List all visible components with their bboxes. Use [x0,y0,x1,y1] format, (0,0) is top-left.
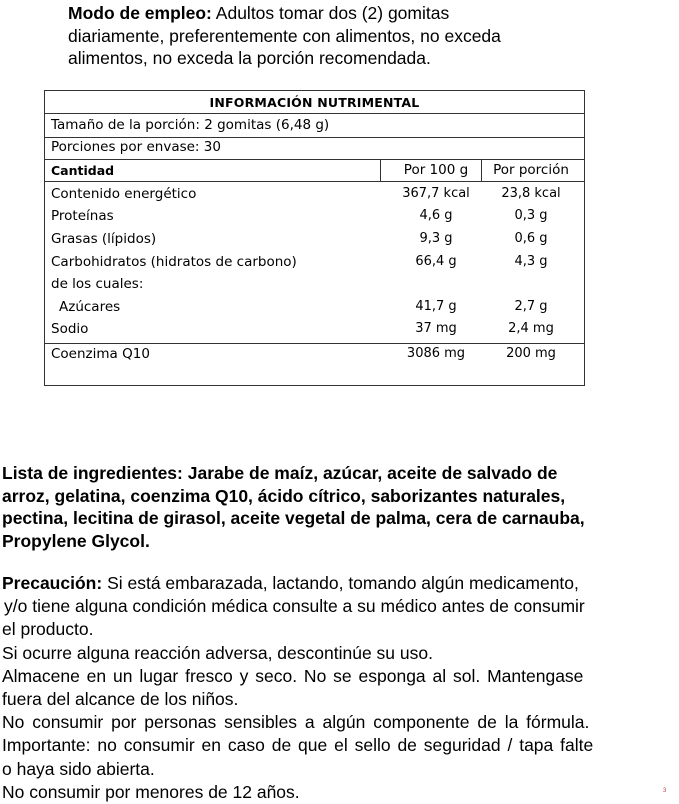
row-per-serving: 2,7 g [514,299,548,314]
row-label: Azúcares [59,299,121,315]
row-label: de los cuales: [51,276,144,292]
precaution-line-5: Almacene en un lugar fresco y seco. No se esponga al sol. Mantengase [2,665,584,686]
ingredients-line-4: Propylene Glycol. [2,530,150,551]
row-label: Grasas (lípidos) [51,231,157,247]
divider [45,159,584,160]
column-divider [380,159,381,181]
precaution-line-10: No consumir por menores de 12 años. [2,781,300,802]
precaution-line-4: Si ocurre alguna reacción adversa, descontinúe su uso. [2,642,433,663]
row-per-serving: 4,3 g [514,254,548,269]
row-per-serving: 0,3 g [514,208,548,223]
precaution-line-2: y/o tiene alguna condición médica consulte a su médico antes de consumir [4,596,585,617]
row-per-100g: 37 mg [415,321,457,336]
column-divider [481,159,482,181]
precaution-line-8: Importante: no consumir en caso de que el sello de seguridad / tapa falte [2,735,594,756]
row-per-100g: 66,4 g [415,254,457,269]
header-quantity: Cantidad [51,163,115,178]
ingredients-line-2: arroz, gelatina, coenzima Q10, ácido cítrico, saborizantes naturales, [2,485,566,506]
nutrition-title: INFORMACIÓN NUTRIMENTAL [209,95,420,110]
precaution-line-7: No consumir por personas sensibles a algún componente de la fórmula. [2,712,590,733]
ingredients-list [2,462,674,552]
row-per-100g: 41,7 g [415,299,457,314]
row-per-100g: 3086 mg [406,346,466,361]
row-per-100g: 9,3 g [419,231,453,246]
precaution-line-6: fuera del alcance de los niños. [2,689,239,710]
usage-line-2: diariamente, preferentemente con alimentos, no exceda [68,25,501,46]
usage-instructions [68,2,668,70]
row-per-100g: 367,7 kcal [402,186,470,201]
row-label: Coenzima Q10 [51,346,150,362]
precaution-section [2,572,674,804]
corner-mark: 3 [663,788,667,794]
usage-label: Modo de empleo: [68,3,212,23]
servings-per-container: Porciones por envase: 30 [51,139,221,155]
row-label: Sodio [51,321,89,337]
usage-line-3: alimentos, no exceda la porción recomendada. [68,48,431,68]
row-label: Carbohidratos (hidratos de carbono) [51,254,297,270]
row-per-serving: 200 mg [506,346,556,361]
serving-size: Tamaño de la porción: 2 gomitas (6,48 g) [51,117,330,133]
divider [45,137,584,138]
precaution-line-1: Si está embarazada, lactando, tomando algún medicamento, [107,573,579,593]
ingredients-line-1: Lista de ingredientes: Jarabe de maíz, azúcar, aceite de salvado de [2,463,558,483]
divider [45,343,584,344]
precaution-line-9: o haya sido abierta. [2,758,155,779]
divider [45,113,584,114]
usage-line-1: Adultos tomar dos (2) gomitas [215,3,450,23]
nutrition-facts-panel [44,90,585,386]
header-per-serving: Por porción [493,162,569,178]
precaution-label: Precaución: [2,573,103,593]
precaution-line-3: el producto. [2,619,94,640]
divider [45,181,584,182]
row-per-serving: 2,4 mg [508,321,554,336]
ingredients-line-3: pectina, lecitina de girasol, aceite vegetal de palma, cera de carnauba, [2,508,585,528]
row-per-serving: 23,8 kcal [501,186,561,201]
row-per-100g: 4,6 g [419,208,453,223]
header-per-100g: Por 100 g [403,162,469,178]
row-label: Proteínas [51,208,114,224]
row-per-serving: 0,6 g [514,231,548,246]
row-label: Contenido energético [51,186,197,202]
